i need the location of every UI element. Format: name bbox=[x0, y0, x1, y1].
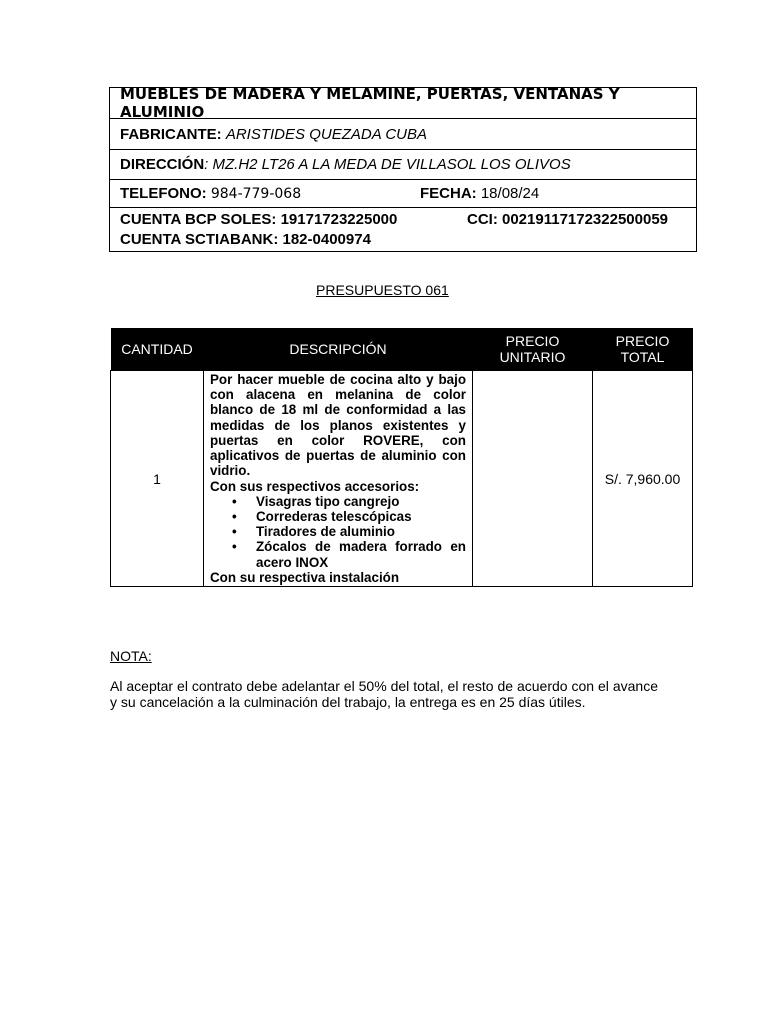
accesorios-intro: Con sus respectivos accesorios: bbox=[210, 478, 420, 494]
header-precio-total bbox=[593, 328, 693, 371]
instalacion-text: Con su respectiva instalación bbox=[210, 569, 400, 585]
telefono-label: TELEFONO: bbox=[120, 185, 207, 202]
table-row bbox=[111, 371, 693, 587]
cuenta-line-1 bbox=[120, 210, 686, 230]
header-total-line1: PRECIO bbox=[615, 333, 670, 349]
header-total-line2: TOTAL bbox=[620, 349, 665, 365]
table-header-row bbox=[111, 328, 693, 371]
presupuesto-title: PRESUPUESTO 061 bbox=[316, 282, 449, 298]
telefono-value: 984-779-068 bbox=[210, 185, 302, 202]
descripcion-cell bbox=[204, 371, 473, 587]
cuenta-sctiabank: CUENTA SCTIABANK: 182-0400974 bbox=[120, 230, 371, 248]
list-item: • Visagras tipo cangrejo bbox=[256, 494, 466, 509]
nota-label: NOTA: bbox=[110, 648, 152, 664]
header-descripcion: DESCRIPCIÓN bbox=[204, 328, 473, 371]
precio-unitario-cell bbox=[473, 371, 593, 587]
fecha-label: FECHA: bbox=[420, 185, 477, 202]
direccion-label: DIRECCIÓN bbox=[120, 156, 205, 173]
fecha-field bbox=[420, 185, 539, 202]
cci: CCI: 00219117172322500059 bbox=[467, 210, 669, 228]
cuenta-bcp: CUENTA BCP SOLES: 19171723225000 bbox=[120, 210, 398, 228]
company-header bbox=[109, 87, 697, 252]
cuentas-row bbox=[110, 208, 696, 251]
list-item: • Tiradores de aluminio bbox=[256, 524, 466, 539]
telefono-row bbox=[110, 180, 696, 208]
cantidad-cell: 1 bbox=[111, 371, 204, 587]
nota-text: Al aceptar el contrato debe adelantar el 50% del total, el resto de acuerdo con el avance y su cancelación a la culminación del trabajo, la entrega es en 25 días útiles. bbox=[110, 678, 658, 710]
header-cantidad: CANTIDAD bbox=[111, 328, 204, 371]
list-item: • Zócalos de madera forrado en acero INOX bbox=[256, 539, 466, 569]
header-unit-line1: PRECIO bbox=[505, 333, 560, 349]
precio-total-cell: S/. 7,960.00 bbox=[593, 371, 693, 587]
fecha-value: 18/08/24 bbox=[480, 185, 540, 202]
header-unit-line2: UNITARIO bbox=[499, 349, 566, 365]
fabricante-row bbox=[110, 119, 696, 150]
direccion-value: : MZ.H2 LT26 A LA MEDA DE VILLASOL LOS OLIVOS bbox=[204, 156, 571, 173]
fabricante-label: FABRICANTE: bbox=[120, 125, 222, 143]
budget-table bbox=[110, 328, 693, 587]
accesorios-list bbox=[210, 494, 466, 570]
fabricante-value: ARISTIDES QUEZADA CUBA bbox=[225, 125, 427, 143]
descripcion-text: Por hacer mueble de cocina alto y bajo con alacena en melanina de color blanco de 18 ml de conformidad a las medidas de los planos existentes y puertas en color ROVERE, con aplicativos de puertas de aluminio con vidrio. bbox=[210, 372, 466, 479]
cuenta-line-2 bbox=[120, 230, 686, 250]
list-item: • Correderas telescópicas bbox=[256, 509, 466, 524]
direccion-row bbox=[110, 150, 696, 180]
header-precio-unitario bbox=[473, 328, 593, 371]
company-title: MUEBLES DE MADERA Y MELAMINE, PUERTAS, VENTANAS Y ALUMINIO bbox=[110, 88, 696, 119]
